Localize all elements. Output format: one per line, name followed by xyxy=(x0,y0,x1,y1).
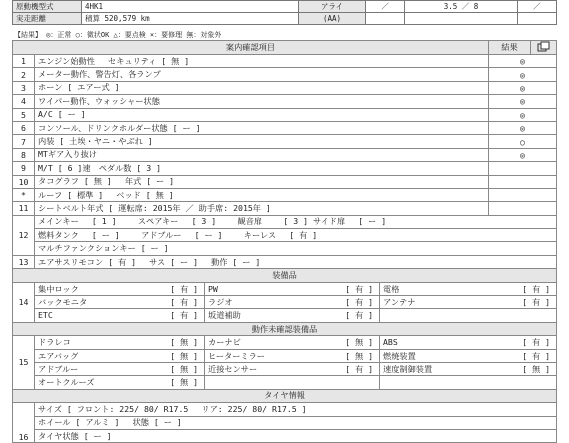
unconfirmed-value: [ 無 ] xyxy=(170,350,198,361)
row-result: ◎ xyxy=(489,148,557,161)
inspection-row xyxy=(13,162,557,175)
unconfirmed-value: [ 有 ] xyxy=(522,337,550,348)
row-result xyxy=(489,188,557,201)
row-number: 7 xyxy=(13,135,35,148)
equipment-value: [ 有 ] xyxy=(522,297,550,308)
row-number: 9 xyxy=(13,162,35,175)
unconfirmed-value: [ 無 ] xyxy=(170,363,198,374)
row-result xyxy=(489,162,557,175)
unconfirmed-value: [ 無 ] xyxy=(170,377,198,388)
copy-icon[interactable] xyxy=(531,41,557,55)
equipment-title: 装備品 xyxy=(13,269,557,282)
unconfirmed-value: [ 無 ] xyxy=(522,363,550,374)
alignment-sub-label: (AA) xyxy=(299,13,366,25)
row-13-text: エアサスリモコン [ 有 ] サス [ ー ] 動作 [ ー ] xyxy=(35,255,557,268)
row-number: 8 xyxy=(13,148,35,161)
equipment-name: バックモニタ xyxy=(38,297,88,308)
equipment-value: [ 有 ] xyxy=(345,310,373,321)
row-text: エンジン始動性 セキュリティ [ 無 ] xyxy=(35,55,489,68)
row-result: ◎ xyxy=(489,55,557,68)
equipment-item xyxy=(35,296,205,308)
tire-title: タイヤ情報 xyxy=(13,389,557,402)
inspection-row xyxy=(13,68,557,81)
inspection-row xyxy=(13,148,557,161)
inspection-row xyxy=(13,202,557,215)
equipment-value: [ 有 ] xyxy=(522,283,550,294)
unconfirmed-name: ABS xyxy=(383,337,398,348)
unconfirmed-item xyxy=(35,336,205,348)
vehicle-summary-table xyxy=(12,0,557,25)
row-number: 2 xyxy=(13,68,35,81)
inspection-row xyxy=(13,95,557,108)
inspection-row xyxy=(13,108,557,121)
unconfirmed-item xyxy=(205,376,380,388)
inspection-row xyxy=(13,188,557,201)
equipment-row xyxy=(13,309,557,322)
equipment-value: [ 有 ] xyxy=(170,297,198,308)
row-text: 内装 [ 土埃・ヤニ・やぶれ ] xyxy=(35,135,489,148)
equipment-name: 坂道補助 xyxy=(208,310,241,321)
inspection-row xyxy=(13,135,557,148)
unconfirmed-value: [ 無 ] xyxy=(170,337,198,348)
row-result: ◎ xyxy=(489,108,557,121)
equipment-item xyxy=(205,296,380,308)
equipment-row xyxy=(13,282,557,295)
result-header: 結果 xyxy=(489,41,531,55)
unconfirmed-number: 15 xyxy=(13,336,35,390)
equipment-value: [ 有 ] xyxy=(170,283,198,294)
unconfirmed-item xyxy=(380,376,556,388)
alignment-value-1: ／ xyxy=(366,1,405,13)
unconfirmed-item xyxy=(205,363,380,375)
alignment-label: アライ xyxy=(299,1,366,13)
unconfirmed-value: [ 有 ] xyxy=(345,363,373,374)
equipment-row xyxy=(13,296,557,309)
unconfirmed-value: [ 無 ] xyxy=(345,350,373,361)
row-result: ◎ xyxy=(489,81,557,94)
unconfirmed-item xyxy=(35,376,205,388)
unconfirmed-item xyxy=(35,363,205,375)
unconfirmed-item xyxy=(380,350,556,362)
unconfirmed-name: 燃焼装置 xyxy=(383,350,416,361)
unconfirmed-value: [ 無 ] xyxy=(345,337,373,348)
equipment-name: 電格 xyxy=(383,283,400,294)
unconfirmed-name: アドブルー xyxy=(38,363,79,374)
inspection-row xyxy=(13,121,557,134)
row-text: シートベルト年式 [ 運転席: 2015年 ／ 助手席: 2015年 ] xyxy=(35,202,489,215)
result-legend: 【結果】 ◎：正常 ○：微状OK △：要点検 ×：要修理 無：対象外 xyxy=(14,31,222,39)
row-number: * xyxy=(13,188,35,201)
equipment-value: [ 有 ] xyxy=(345,297,373,308)
unconfirmed-name: ドラレコ xyxy=(38,337,71,348)
keys-line-1: メインキー [ 1 ] スペアキー [ 3 ] 観音扉 [ 3 ] サイド扉 [ ー ] xyxy=(35,215,557,228)
row-result: ◎ xyxy=(489,121,557,134)
equipment-value: [ 有 ] xyxy=(170,310,198,321)
unconfirmed-item xyxy=(35,350,205,362)
equipment-name: 集中ロック xyxy=(38,283,79,294)
unconfirmed-title: 動作未確認装備品 xyxy=(13,322,557,335)
keys-line-3: マルチファンクションキー [ ー ] xyxy=(35,242,557,255)
unconfirmed-row xyxy=(13,349,557,362)
equipment-item xyxy=(35,283,205,295)
equipment-name: ラジオ xyxy=(208,297,233,308)
tire-condition: タイヤ状態 [ ー ] xyxy=(35,429,557,442)
row-text: ルーフ [ 標準 ] ベッド [ 無 ] xyxy=(35,188,489,201)
row-result: ○ xyxy=(489,135,557,148)
row-number: 5 xyxy=(13,108,35,121)
row-text: MTギア入り抜け xyxy=(35,148,489,161)
unconfirmed-row xyxy=(13,362,557,375)
tire-size: サイズ [ フロント: 225/ 80/ R17.5 リア: 225/ 80/ R17.5 ] xyxy=(35,403,557,416)
row-text: コンソール、ドリンクホルダー状態 [ ー ] xyxy=(35,121,489,134)
row-number: 10 xyxy=(13,175,35,188)
equipment-item xyxy=(380,296,556,308)
inspection-sheet xyxy=(12,0,557,443)
unconfirmed-value: [ 有 ] xyxy=(522,350,550,361)
unconfirmed-item xyxy=(380,363,556,375)
row-text: タコグラフ [ 無 ] 年式 [ ー ] xyxy=(35,175,489,188)
unconfirmed-name: エアバッグ xyxy=(38,350,79,361)
mileage-value: 積算 520,579 km xyxy=(82,13,299,25)
unconfirmed-name: カーナビ xyxy=(208,337,241,348)
row-text: M/T [ 6 ]速 ペダル数 [ 3 ] xyxy=(35,162,489,175)
unconfirmed-name: ヒーターミラー xyxy=(208,350,265,361)
inspection-row xyxy=(13,55,557,68)
unconfirmed-item xyxy=(205,336,380,348)
unconfirmed-name: オートクルーズ xyxy=(38,377,95,388)
equipment-number: 14 xyxy=(13,282,35,322)
unconfirmed-name: 速度制御装置 xyxy=(383,363,433,374)
inspection-row xyxy=(13,81,557,94)
row-16-number: 16 xyxy=(13,403,35,443)
unconfirmed-row xyxy=(13,336,557,349)
row-result xyxy=(489,175,557,188)
equipment-name: PW xyxy=(208,283,218,294)
equipment-value: [ 有 ] xyxy=(345,283,373,294)
engine-model-value: 4HK1 xyxy=(82,1,299,13)
row-text: ホーン [ エアー式 ] xyxy=(35,81,489,94)
item-header: 案内確認項目 xyxy=(13,41,489,55)
row-result xyxy=(489,202,557,215)
unconfirmed-item xyxy=(380,336,556,348)
row-text: ワイパー動作、ウォッシャー状態 xyxy=(35,95,489,108)
unconfirmed-item xyxy=(205,350,380,362)
unconfirmed-row xyxy=(13,376,557,389)
row-number: 3 xyxy=(13,81,35,94)
equipment-item xyxy=(205,309,380,321)
alignment-value-2: 3.5 ／ 8 xyxy=(405,1,518,13)
row-result: ◎ xyxy=(489,95,557,108)
wheel-info: ホイール [ アルミ ] 状態 [ ー ] xyxy=(35,416,557,429)
row-13-number: 13 xyxy=(13,255,35,268)
inspection-table xyxy=(12,40,557,443)
mileage-label: 実走距離 xyxy=(13,13,82,25)
equipment-item xyxy=(380,309,556,321)
equipment-item xyxy=(205,283,380,295)
row-number: 11 xyxy=(13,202,35,215)
row-12-number: 12 xyxy=(13,215,35,255)
inspection-row xyxy=(13,175,557,188)
engine-model-label: 原動機型式 xyxy=(13,1,82,13)
equipment-name: アンテナ xyxy=(383,297,416,308)
equipment-item xyxy=(35,309,205,321)
row-text: メーター動作、警告灯、各ランプ xyxy=(35,68,489,81)
row-text: A/C [ ー ] xyxy=(35,108,489,121)
equipment-name: ETC xyxy=(38,310,53,321)
alignment-value-3: ／ xyxy=(517,1,556,13)
keys-line-2: 燃料タンク [ ー ] アドブルー [ ー ] キーレス [ 有 ] xyxy=(35,229,557,242)
unconfirmed-name: 近接センサー xyxy=(208,363,258,374)
equipment-item xyxy=(380,283,556,295)
row-result: ◎ xyxy=(489,68,557,81)
row-number: 1 xyxy=(13,55,35,68)
row-number: 6 xyxy=(13,121,35,134)
row-number: 4 xyxy=(13,95,35,108)
